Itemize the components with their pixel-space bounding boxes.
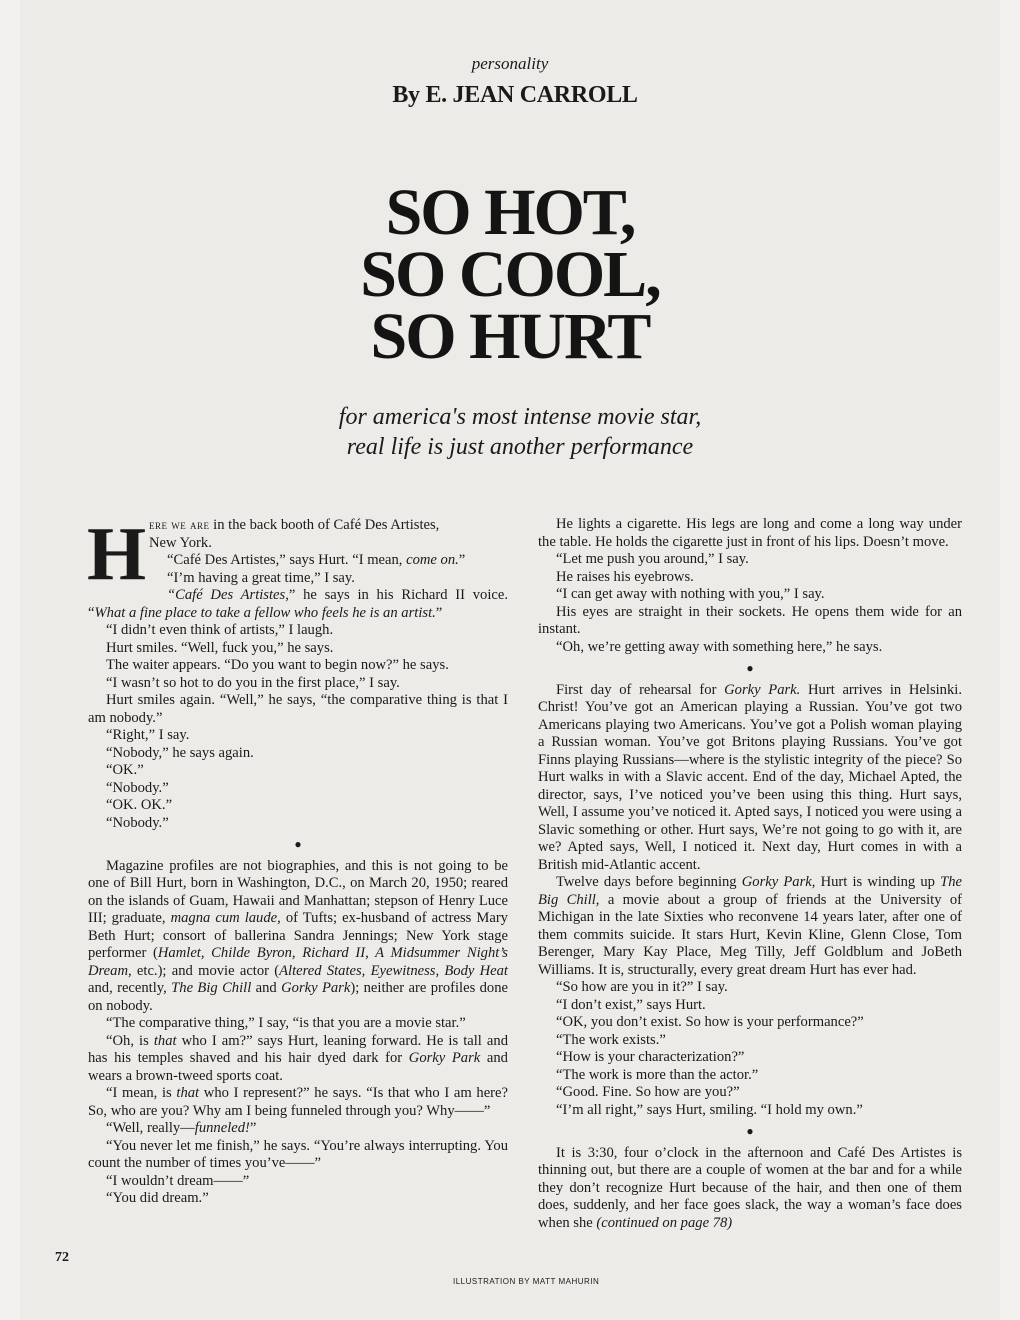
paragraph: “Right,” I say. [106, 727, 190, 743]
paragraph: “I wouldn’t dream——” [106, 1172, 250, 1189]
paragraph: “I mean, is that who I represent?” he says. “Is that who I am here? So, who are you? Why am I being funneled through you? Why——” [88, 1085, 508, 1119]
deck [0, 402, 1020, 462]
paragraph: “Good. Fine. So how are you?” [556, 1084, 740, 1100]
drop-cap: H [87, 512, 147, 596]
page-number: 72 [55, 1250, 69, 1265]
paragraph: First day of rehearsal for Gorky Park. Hurt arrives in Helsinki. Christ! You’ve got an American playing a Russian. You’ve got two Americans playing two Americans. You’ve got a Polish woman playing a Russian woman. You’ve got Britons playing Russians. You’ve got Finns playing Russians—where is the stylistic integrity of the piece? So Hurt walks in with a Slavic accent. End of the day, Michael Apted, the director, says, I’ve noticed you’ve been using this thing. Hurt says, Well, I assume you’ve noticed it. Apted says, I noticed you were using a Slavic something or other. Hurt says, We’re not going to go with it, are we? Apted says, Well, I noticed it. Next day, Hurt comes in with a British mid-Atlantic accent. [538, 681, 962, 873]
paragraph: “Café Des Artistes,” he says in his Richard II voice. “What a fine place to take a fellow who feels he is an artist.” [88, 587, 508, 621]
paragraph: It is 3:30, four o’clock in the afternoon and Café Des Artistes is thinning out, but there are a couple of women at the bar and for a while they don’t recognize Hurt because of the hair, and then one of them does, suddenly, and her face goes slack, the way a woman’s face does when she (continued on page 78) [538, 1144, 962, 1231]
illustration-credit: ILLUSTRATION BY MATT MAHURIN [453, 1277, 600, 1286]
paragraph: “You did dream.” [106, 1190, 209, 1206]
section-kicker: personality [471, 54, 549, 73]
paragraph: “I’m all right,” says Hurt, smiling. “I hold my own.” [556, 1101, 863, 1118]
deck-line-1: for america's most intense movie star, [338, 404, 702, 430]
paragraph: “OK.” [106, 762, 144, 778]
paragraph: His eyes are straight in their sockets. He opens them wide for an instant. [538, 603, 962, 637]
paragraph: “So how are you in it?” I say. [556, 979, 728, 995]
headline [0, 176, 1020, 373]
paragraph: “You never let me finish,” he says. “You’re always interrupting. You count the number of times you’ve——” [88, 1137, 508, 1171]
paragraph: “Nobody.” [106, 814, 169, 831]
headline-line-1: SO HOT, [385, 176, 635, 249]
paragraph: The waiter appears. “Do you want to begin now?” he says. [106, 657, 449, 673]
continued-note: (continued on page 78) [596, 1214, 733, 1231]
paragraph: “I wasn’t so hot to do you in the first place,” I say. [106, 674, 400, 691]
paragraph: “I didn’t even think of artists,” I laugh. [106, 622, 334, 638]
paragraph: “The work exists.” [556, 1031, 666, 1048]
paragraph: ere we are in the back booth of Café Des Artistes, [149, 517, 440, 533]
paragraph: “Oh, we’re getting away with something here,” he says. [556, 638, 883, 655]
paragraph: Hurt smiles again. “Well,” he says, “the comparative thing is that I am nobody.” [88, 692, 508, 726]
byline: By E. JEAN CARROLL [392, 82, 638, 108]
section-separator: ● [294, 837, 302, 851]
deck-line-2: real life is just another performance [346, 434, 694, 460]
section-separator: ● [746, 1124, 754, 1138]
paragraph: He raises his eyebrows. [556, 568, 694, 585]
paragraph: “I’m having a great time,” I say. [167, 569, 355, 586]
paragraph: “Let me push you around,” I say. [556, 551, 749, 567]
article-column-2 [538, 516, 962, 1232]
paragraph: “OK. OK.” [106, 797, 173, 813]
paragraph: “The comparative thing,” I say, “is that you are a movie star.” [106, 1015, 466, 1031]
headline-line-2: SO COOL, [360, 238, 660, 311]
paragraph: Hurt smiles. “Well, fuck you,” he says. [106, 639, 334, 656]
paragraph: He lights a cigarette. His legs are long and come a long way under the table. He holds the cigarette just in front of his lips. Doesn’t move. [538, 516, 962, 550]
paragraph: “OK, you don’t exist. So how is your performance?” [556, 1014, 864, 1030]
paragraph: “Oh, is that who I am?” says Hurt, leaning forward. He is tall and has his temples shaved and his hair dyed dark for Gorky Park and wears a brown-tweed sports coat. [88, 1032, 508, 1084]
paragraph: Twelve days before beginning Gorky Park, Hurt is winding up The Big Chill, a movie about a group of friends at the University of Michigan in the late Sixties who reconvene 14 years later, after one of them commits suicide. It stars Hurt, Kevin Kline, Glenn Close, Tom Berenger, Mary Kay Place, Meg Tilly, Jeff Goldblum and JoBeth Williams. It is, structurally, every great dream Hurt has ever had. [538, 874, 963, 978]
paragraph: “Café Des Artistes,” says Hurt. “I mean, come on.” [167, 552, 466, 568]
paragraph: “Well, really—funneled!” [106, 1120, 257, 1136]
paragraph: Magazine profiles are not biographies, and this is not going to be one of Bill Hurt, born in Washington, D.C., on March 20, 1950; reared on the islands of Guam, Hawaii and Manhattan; stepson of Henry Luce III; graduate, magna cum laude, of Tufts; ex-husband of actress Mary Beth Hurt; consort of ballerina Sandra Jennings; New York stage performer (Hamlet, Childe Byron, Richard II, A Midsummer Night’s Dream, etc.); and movie actor (Altered States, Eyewitness, Body Heat and, recently, The Big Chill and Gorky Park); neither are profiles done on nobody. [88, 857, 509, 1014]
headline-line-3: SO HURT [370, 300, 650, 373]
paragraph: New York. [149, 534, 212, 551]
paragraph: “I don’t exist,” says Hurt. [556, 996, 706, 1013]
paragraph: “I can get away with nothing with you,” I say. [556, 586, 825, 602]
section-separator: ● [746, 661, 754, 675]
paragraph: “Nobody,” he says again. [106, 744, 254, 761]
paragraph: “How is your characterization?” [556, 1049, 745, 1065]
article-column-1 [87, 512, 509, 1208]
paragraph: “The work is more than the actor.” [556, 1066, 759, 1083]
paragraph: “Nobody.” [106, 779, 169, 796]
